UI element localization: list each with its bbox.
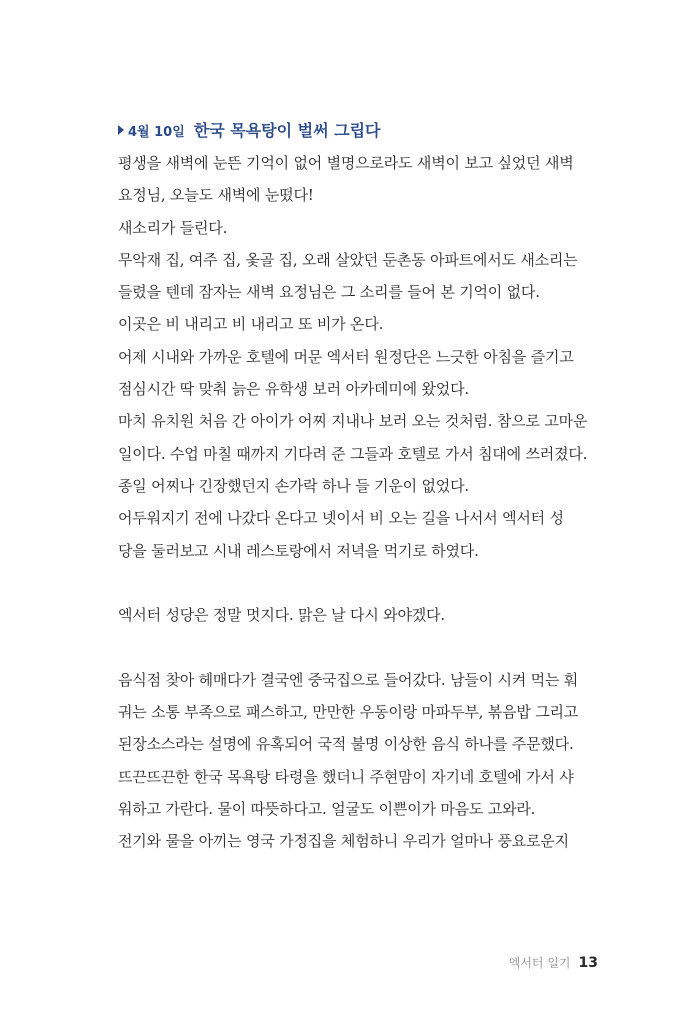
running-title: 엑서터 일기 — [508, 956, 571, 970]
text-line: 일이다. 수업 마칠 때까지 기다려 준 그들과 호텔로 가서 침대에 쓰러졌다. — [118, 444, 588, 463]
text-line: 평생을 새벽에 눈뜬 기억이 없어 별명으로라도 새벽이 보고 싶었던 새벽 — [118, 154, 574, 172]
blank-line — [118, 567, 598, 599]
text-line: 음식점 찾아 헤매다가 결국엔 중국집으로 들어갔다. 남들이 시켜 먹는 훠 — [118, 670, 579, 689]
blank-line — [118, 631, 598, 663]
text-line: 워하고 가란다. 물이 따뜻하다고. 얼굴도 이쁜이가 마음도 고와라. — [118, 799, 536, 818]
page-number: 13 — [578, 955, 598, 971]
text-line: 무악재 집, 여주 집, 옻골 집, 오래 살았던 둔촌동 아파트에서도 새소리는 — [118, 250, 578, 269]
text-line: 들렸을 텐데 잠자는 새벽 요정님은 그 소리를 들어 본 기억이 없다. — [118, 283, 540, 302]
text-line: 요정님, 오늘도 새벽에 눈떴다! — [118, 186, 314, 205]
text-line: 엑서터 성당은 정말 멋지다. 맑은 날 다시 와야겠다. — [118, 606, 445, 625]
text-line: 이곳은 비 내리고 비 내리고 또 비가 온다. — [118, 315, 384, 334]
text-line: 어두워지기 전에 나갔다 온다고 넷이서 비 오는 길을 나서서 엑서터 성 — [118, 509, 564, 528]
text-line: 전기와 물을 아끼는 영국 가정집을 체험하니 우리가 얼마나 풍요로운지 — [118, 832, 569, 851]
text-line: 마치 유치원 처음 간 아이가 어찌 지내나 보러 오는 것처럼. 참으로 고마운 — [118, 412, 588, 431]
text-line: 점심시간 딱 맞춰 늙은 유학생 보러 아카데미에 왔었다. — [118, 380, 469, 399]
page-footer — [509, 954, 598, 971]
entry-date: 4월 10일 — [128, 125, 185, 140]
entry-title: 한국 목욕탕이 벌써 그립다 — [193, 121, 381, 140]
text-line: 된장소스라는 설명에 유혹되어 국적 불명 이상한 음식 하나를 주문했다. — [118, 735, 574, 754]
text-line: 새소리가 들린다. — [118, 218, 228, 237]
text-line: 종일 어찌나 긴장했던지 손가락 하나 들 기운이 없었다. — [118, 476, 469, 495]
text-line: 당을 둘러보고 시내 레스토랑에서 저녁을 먹기로 하였다. — [118, 541, 479, 560]
entry-heading — [118, 118, 381, 141]
text-line: 뜨끈뜨끈한 한국 목욕탕 타령을 했더니 주현맘이 자기네 호텔에 가서 샤 — [118, 767, 574, 786]
body-text — [118, 147, 598, 858]
text-line: 어제 시내와 가까운 호텔에 머문 엑서터 원정단은 느긋한 아침을 즐기고 — [118, 347, 574, 366]
triangle-bullet-icon — [118, 125, 124, 135]
text-line: 궈는 소통 부족으로 패스하고, 만만한 우동이랑 마파두부, 볶음밥 그리고 — [118, 703, 579, 722]
